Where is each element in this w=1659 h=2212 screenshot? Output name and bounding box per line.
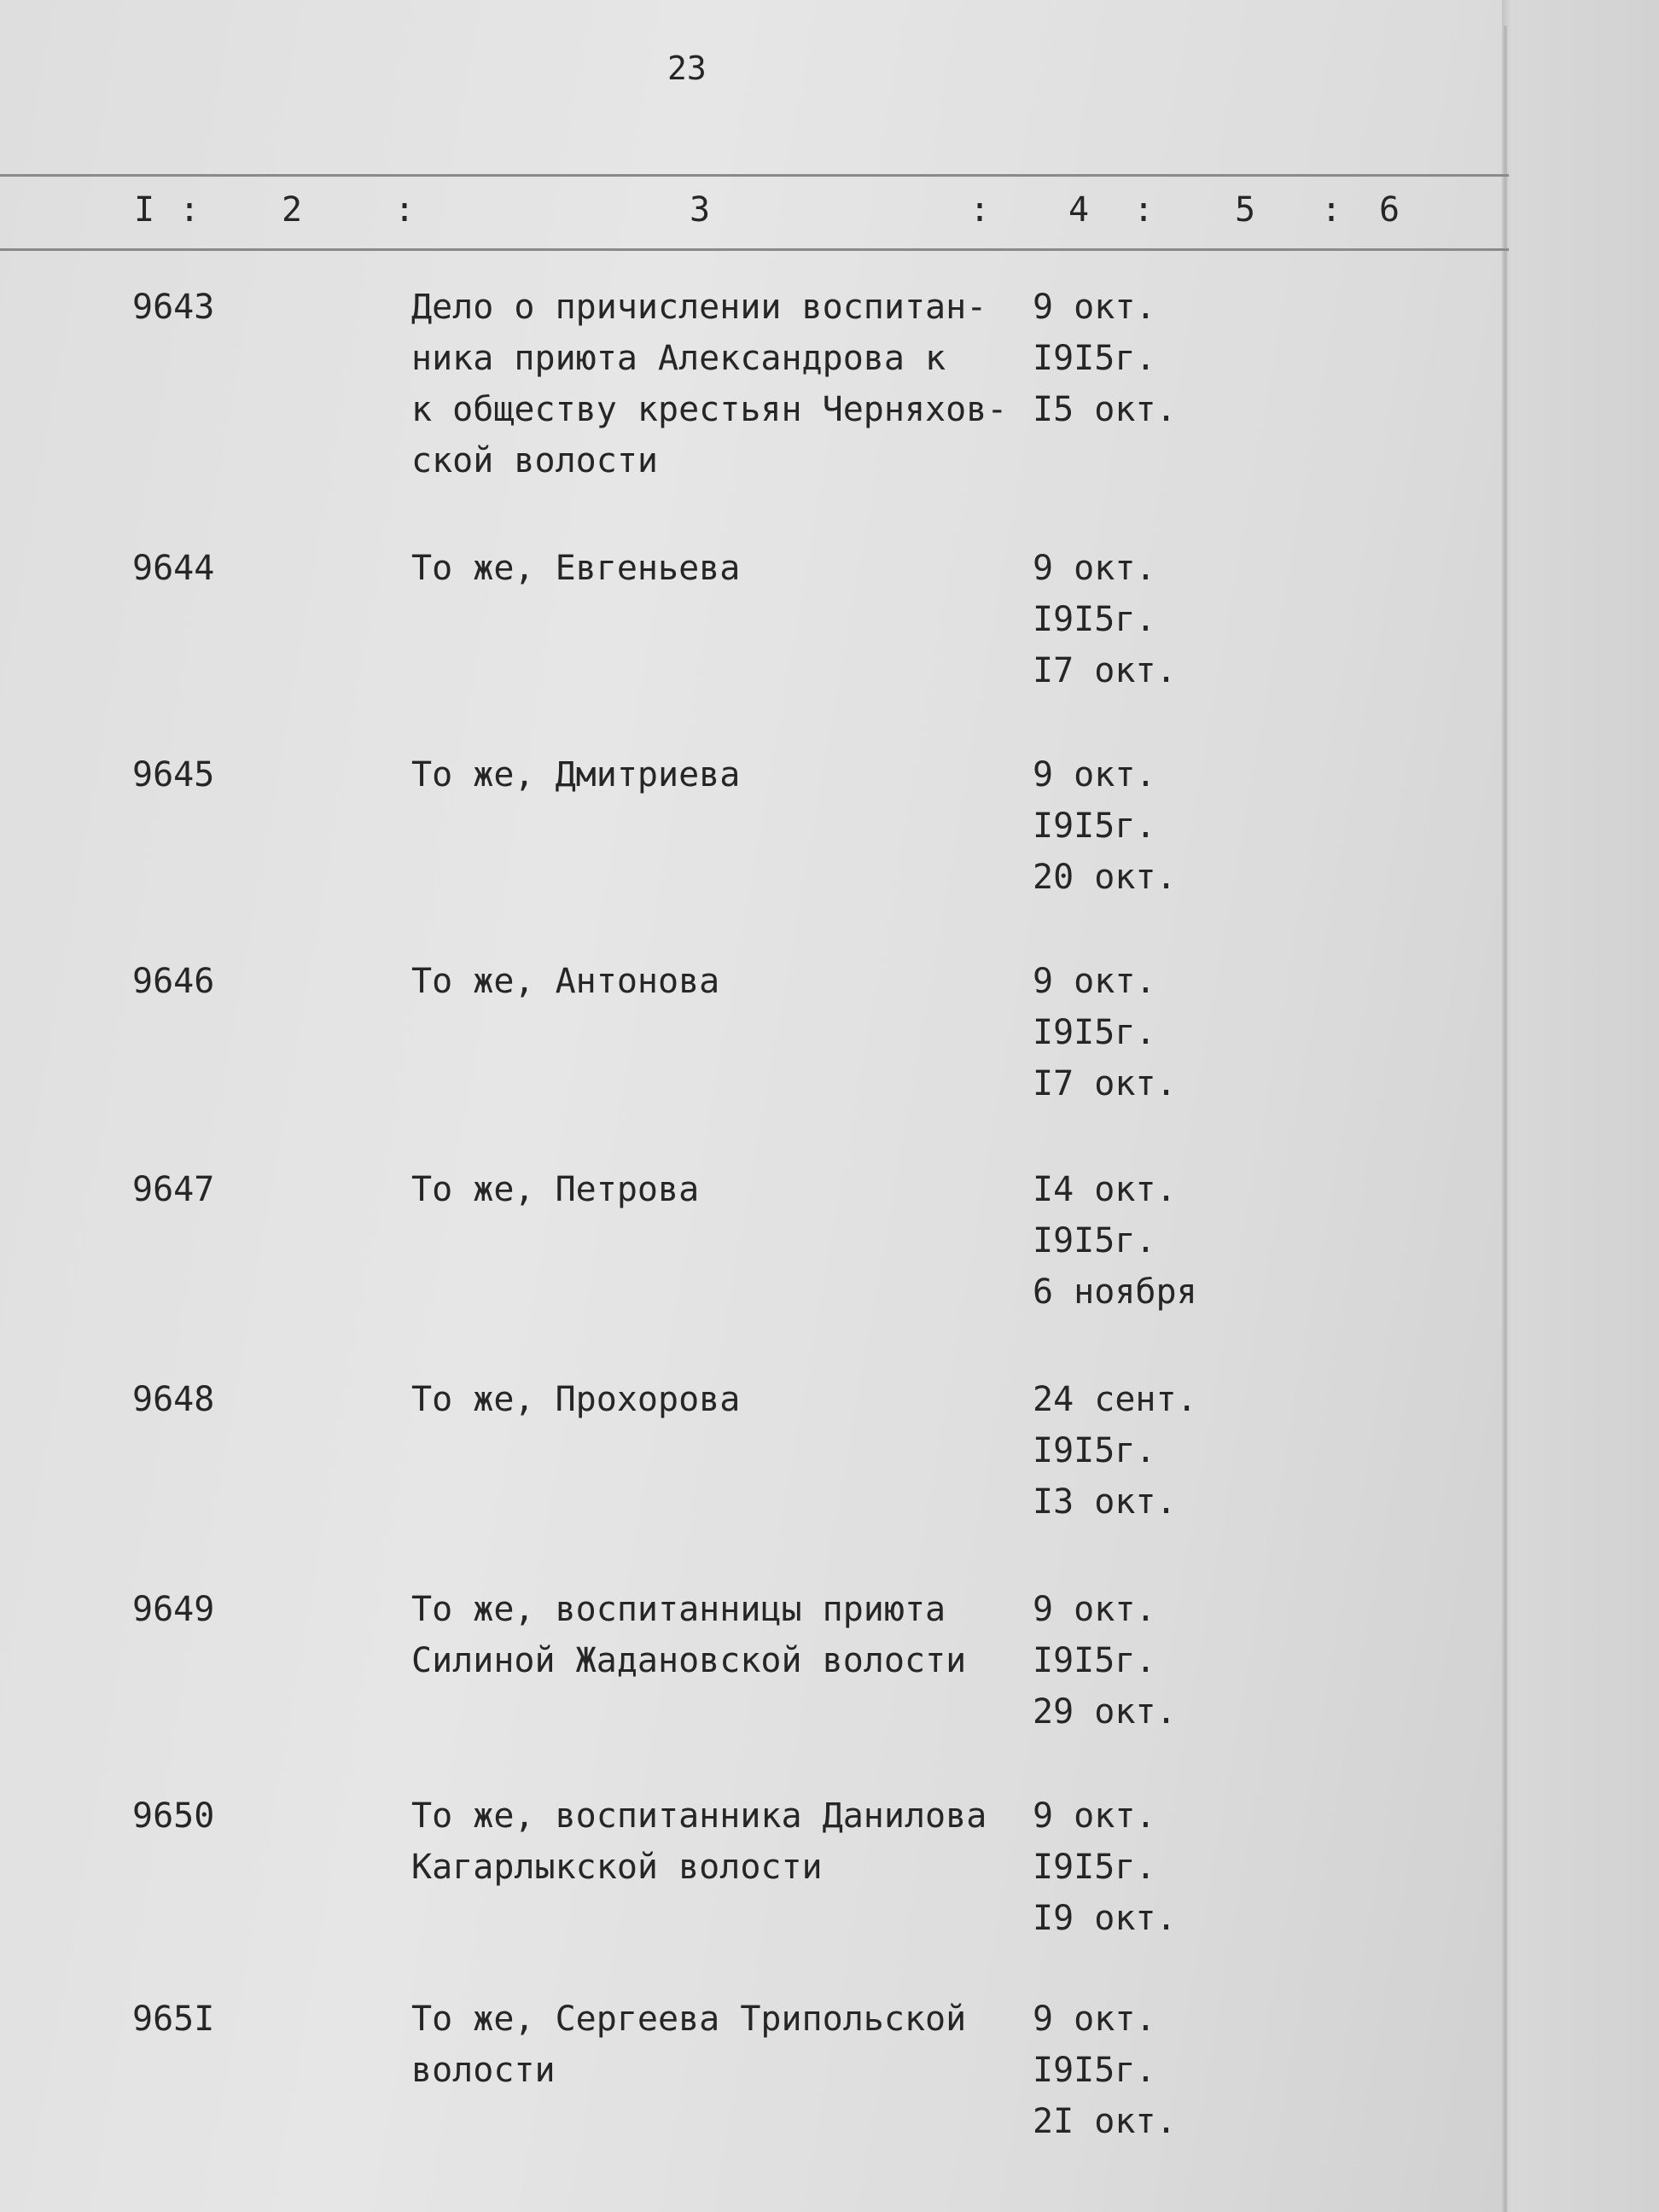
date-year: I9I5г.	[1033, 1013, 1156, 1052]
row-number: 965I	[132, 2000, 215, 2039]
row-dates	[1033, 1994, 1177, 2147]
row-number: 9650	[132, 1796, 215, 1836]
row-dates	[1033, 956, 1177, 1109]
column-separator: :	[179, 190, 201, 230]
date-end: I9 окт.	[1033, 1899, 1177, 1938]
date-start: 24 сент.	[1033, 1380, 1197, 1419]
row-title: То же, воспитанницы приюта Силиной Жадановской волости	[411, 1590, 967, 1680]
row-title: Дело о причислении воспитан- ника приюта Александрова к к обществу крестьян Черняхов- ской волости	[411, 288, 1008, 480]
date-start: I4 окт.	[1033, 1170, 1177, 1209]
row-number: 9646	[132, 962, 215, 1001]
column-separator: :	[969, 190, 991, 230]
date-year: I9I5г.	[1033, 2051, 1156, 2090]
row-dates	[1033, 543, 1177, 696]
row-number: 9649	[132, 1590, 215, 1629]
row-number: 9644	[132, 549, 215, 588]
next-sheet-edge	[1502, 0, 1659, 2212]
column-header-3: 3	[690, 190, 711, 230]
date-end: 6 ноября	[1033, 1272, 1197, 1312]
page-number: 23	[667, 49, 707, 87]
date-year: I9I5г.	[1033, 1848, 1156, 1887]
date-start: 9 окт.	[1033, 549, 1156, 588]
date-end: 2I окт.	[1033, 2102, 1177, 2141]
date-start: 9 окт.	[1033, 2000, 1156, 2039]
row-number: 9647	[132, 1170, 215, 1209]
column-header-1: I	[134, 190, 155, 230]
date-year: I9I5г.	[1033, 806, 1156, 846]
date-end: I7 окт.	[1033, 651, 1177, 690]
date-end: I7 окт.	[1033, 1064, 1177, 1103]
column-separator: :	[394, 190, 416, 230]
row-dates	[1033, 1584, 1177, 1738]
row-title: То же, Антонова	[411, 962, 720, 1001]
date-end: 29 окт.	[1033, 1692, 1177, 1732]
date-start: 9 окт.	[1033, 1796, 1156, 1836]
date-year: I9I5г.	[1033, 600, 1156, 639]
date-year: I9I5г.	[1033, 1221, 1156, 1260]
row-number: 9645	[132, 755, 215, 795]
column-separator: :	[1321, 190, 1342, 230]
row-dates	[1033, 749, 1177, 903]
date-end: I3 окт.	[1033, 1482, 1177, 1522]
column-header-2: 2	[282, 190, 303, 230]
sheet-border-line	[1504, 26, 1507, 2212]
row-title: То же, Евгеньева	[411, 549, 741, 588]
row-title: То же, Дмитриева	[411, 755, 741, 795]
row-dates	[1033, 282, 1177, 435]
date-year: I9I5г.	[1033, 1641, 1156, 1680]
date-year: I9I5г.	[1033, 1431, 1156, 1470]
row-title: То же, Петрова	[411, 1170, 700, 1209]
date-year: I9I5г.	[1033, 339, 1156, 378]
row-dates	[1033, 1374, 1197, 1528]
row-dates	[1033, 1790, 1177, 1944]
date-start: 9 окт.	[1033, 755, 1156, 795]
date-end: I5 окт.	[1033, 390, 1177, 429]
date-end: 20 окт.	[1033, 858, 1177, 897]
header-bottom-rule	[0, 248, 1509, 251]
header-top-rule	[0, 174, 1509, 177]
row-number: 9648	[132, 1380, 215, 1419]
row-dates	[1033, 1164, 1197, 1318]
row-title: То же, Сергеева Трипольской волости	[411, 2000, 967, 2090]
row-title: То же, Прохорова	[411, 1380, 741, 1419]
date-start: 9 окт.	[1033, 1590, 1156, 1629]
row-title: То же, воспитанника Данилова Кагарлыкской волости	[411, 1796, 987, 1887]
date-start: 9 окт.	[1033, 288, 1156, 327]
column-header-4: 4	[1068, 190, 1090, 230]
row-number: 9643	[132, 288, 215, 327]
column-separator: :	[1133, 190, 1155, 230]
date-start: 9 окт.	[1033, 962, 1156, 1001]
column-header-6: 6	[1379, 190, 1400, 230]
column-header-5: 5	[1235, 190, 1256, 230]
